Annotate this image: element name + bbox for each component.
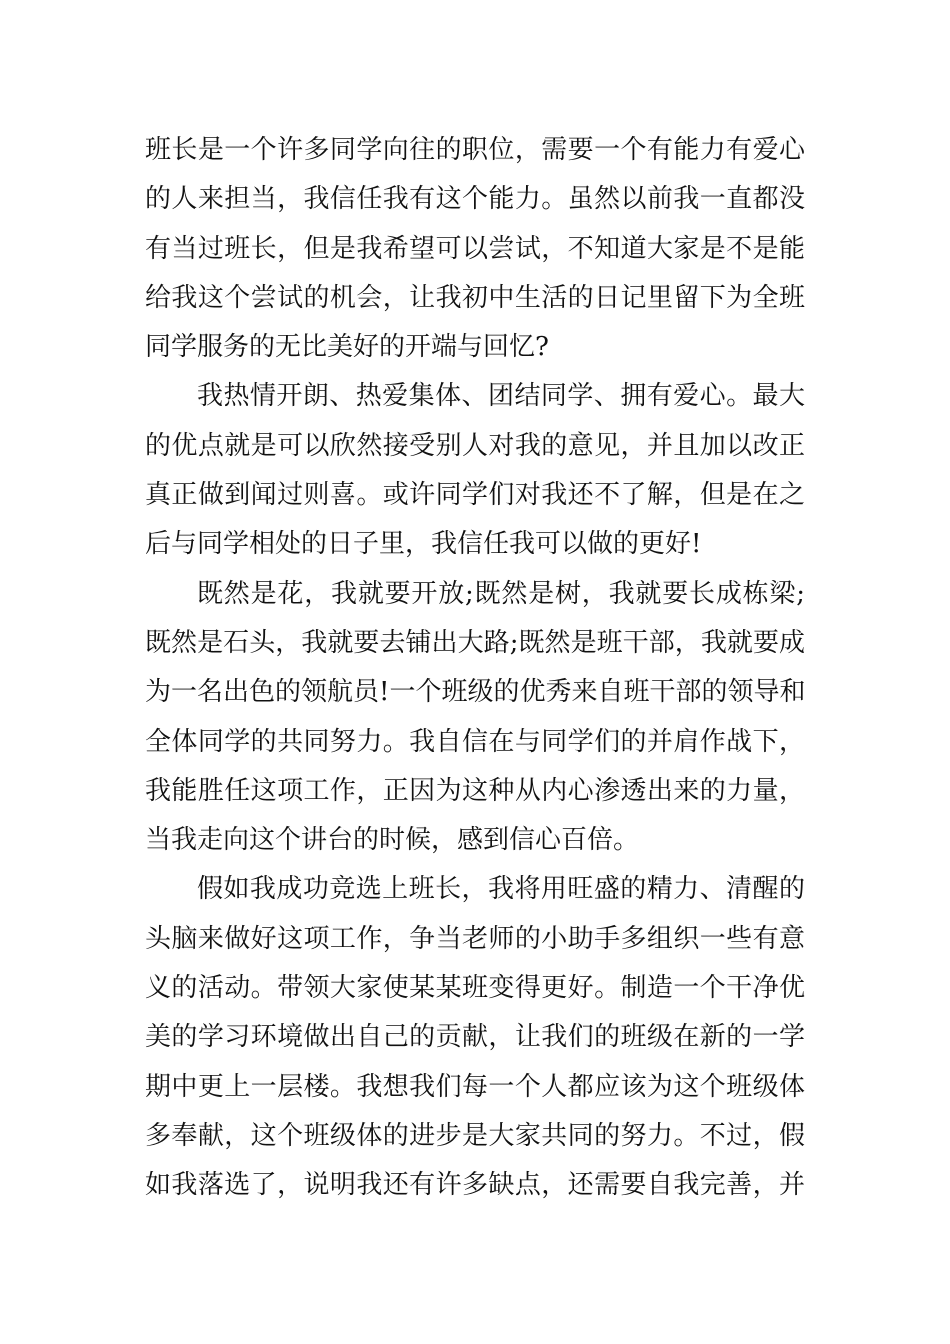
text-line: 多奉献，这个班级体的进步是大家共同的努力。不过，假 — [145, 1120, 805, 1151]
text-line: 的人来担当，我信任我有这个能力。虽然以前我一直都没 — [145, 184, 805, 215]
text-line: 当我走向这个讲台的时候，感到信心百倍。 — [145, 825, 640, 856]
text-line: 义的活动。带领大家使某某班变得更好。制造一个干净优 — [145, 973, 805, 1004]
text-line: 同学服务的无比美好的开端与回忆? — [145, 332, 549, 363]
text-line: 假如我成功竞选上班长，我将用旺盛的精力、清醒的 — [197, 874, 805, 905]
text-line: 有当过班长，但是我希望可以尝试，不知道大家是不是能 — [145, 233, 805, 264]
text-line: 我热情开朗、热爱集体、团结同学、拥有爱心。最大 — [197, 381, 805, 412]
text-line: 的优点就是可以欣然接受别人对我的意见，并且加以改正 — [145, 430, 805, 461]
text-line: 头脑来做好这项工作，争当老师的小助手多组织一些有意 — [145, 923, 805, 954]
text-line: 我能胜任这项工作，正因为这种从内心渗透出来的力量， — [145, 775, 805, 806]
paragraph — [145, 372, 805, 569]
paragraph — [145, 865, 805, 1210]
text-line: 为一名出色的领航员!一个班级的优秀来自班干部的领导和 — [145, 677, 806, 708]
text-line: 全体同学的共同努力。我自信在与同学们的并肩作战下， — [145, 726, 805, 757]
text-line: 期中更上一层楼。我想我们每一个人都应该为这个班级体 — [145, 1071, 805, 1102]
paragraph — [145, 570, 805, 866]
text-line: 真正做到闻过则喜。或许同学们对我还不了解，但是在之 — [145, 480, 805, 511]
text-line: 美的学习环境做出自己的贡献，让我们的班级在新的一学 — [145, 1022, 805, 1053]
text-line: 既然是石头，我就要去铺出大路;既然是班干部，我就要成 — [145, 627, 805, 658]
paragraph — [145, 126, 805, 372]
document-body — [145, 126, 805, 1211]
text-line: 如我落选了，说明我还有许多缺点，还需要自我完善，并 — [145, 1170, 805, 1201]
text-line: 班长是一个许多同学向往的职位，需要一个有能力有爱心 — [145, 135, 805, 165]
text-line: 既然是花，我就要开放;既然是树，我就要长成栋梁; — [197, 578, 805, 609]
text-line: 后与同学相处的日子里，我信任我可以做的更好! — [145, 529, 702, 560]
text-line: 给我这个尝试的机会，让我初中生活的日记里留下为全班 — [145, 282, 805, 313]
